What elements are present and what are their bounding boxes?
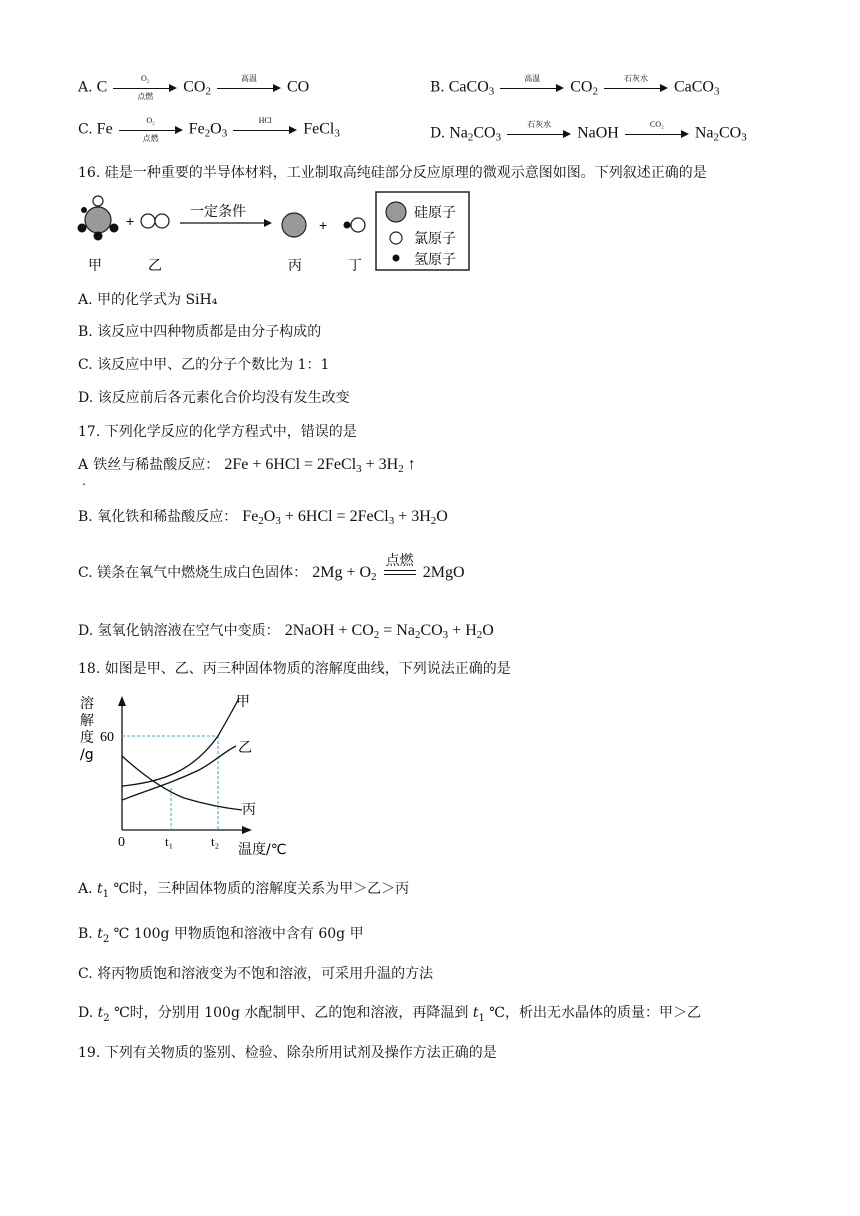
q15-option-d: D. $Na_2CO_3$ 石灰水 NaOH CO₂ $Na_2CO_3$ (430, 120, 747, 144)
molecule-bing (282, 213, 306, 237)
molecule-ding (344, 218, 366, 232)
y-tick-60: 60 (100, 730, 114, 745)
legend-h-icon (393, 255, 400, 262)
series-label-jia: 甲 (236, 694, 250, 710)
q16-option-a: A. 甲的化学式为 SiH₄ (78, 292, 218, 308)
solubility-chart (74, 690, 304, 860)
legend-cl-label: 氯原子 (414, 231, 456, 247)
q18-option-c: C. 将丙物质饱和溶液变为不饱和溶液，可采用升温的方法 (78, 966, 434, 982)
x-tick-t2: t₂ (211, 834, 220, 849)
cl-atom (141, 214, 155, 228)
series-label-bing: 丙 (242, 802, 256, 818)
condition-label: 一定条件 (190, 204, 246, 220)
y-axis-label-4: /g (80, 747, 94, 763)
q18-option-b: B. $t_2$ ℃ 100g 甲物质饱和溶液中含有 60g 甲 (78, 926, 364, 945)
legend-si-label: 硅原子 (414, 205, 456, 221)
origin-label: 0 (118, 835, 125, 850)
curve-yi (122, 746, 236, 800)
h-atom (94, 232, 103, 241)
q17-option-b: B. 氧化铁和稀盐酸反应： $Fe_2O_3 + 6HCl$ = 2FeCl$_3$ + $3H_2O$ (78, 508, 448, 527)
q17-stem: 17. 下列化学反应的化学方程式中，错误的是 (78, 424, 357, 440)
y-axis-label-1: 溶 (80, 696, 94, 712)
label-bing: 丙 (288, 258, 302, 274)
h-atom (110, 224, 119, 233)
cl-atom (93, 196, 103, 206)
plus-sign: + (126, 213, 135, 229)
q18-stem: 18. 如图是甲、乙、丙三种固体物质的溶解度曲线，下列说法正确的是 (78, 661, 511, 677)
x-tick-t1: t₁ (165, 834, 174, 849)
q16-reaction-diagram (74, 188, 474, 276)
q17-option-d: D. 氢氧化钠溶液在空气中变质： 2NaOH + $CO_2 = Na_2CO_3 + H_2O$ (78, 622, 494, 641)
legend-h-label: 氢原子 (414, 252, 456, 268)
h-atom (344, 222, 351, 229)
c-condition: 点燃 (385, 552, 414, 569)
q18-option-d: D. $t_2$ ℃时，分别用 100g 水配制甲、乙的饱和溶液，再降温到 $t_1$ ℃，析出无水晶体的质量：甲＞乙 (78, 1005, 701, 1024)
q15-option-b: B. CaCO$_3$ 高温 $CO_2$ 石灰水 CaCO$_3$ (430, 74, 720, 98)
plus-sign: + (319, 217, 328, 233)
q16-option-c: C. 该反应中甲、乙的分子个数比为 1：1 (78, 357, 330, 373)
curve-jia (122, 698, 239, 786)
q15-option-c: C. Fe O₂ 点燃 $Fe_2O_3$ HCl FeCl$_3$ (78, 116, 340, 143)
q17-option-a: A 铁丝与稀盐酸反应： 2Fe + 6HCl = 2FeCl$_3$ + $3H_2$ ↑ (78, 456, 416, 475)
cl-atom (351, 218, 365, 232)
q17-option-a-dot: . (82, 474, 86, 488)
si-atom (85, 207, 111, 233)
q16-stem: 16. 硅是一种重要的半导体材料，工业制取高纯硅部分反应原理的微观示意图如图。下列叙述正确的是 (78, 165, 707, 181)
y-axis-label-3: 度 (80, 730, 94, 746)
label-jia: 甲 (88, 258, 102, 274)
label-yi: 乙 (148, 258, 162, 274)
q18-option-a: A. $t_1$ ℃时，三种固体物质的溶解度关系为甲＞乙＞丙 (78, 881, 410, 900)
y-axis-label-2: 解 (80, 713, 94, 729)
x-axis-label: 温度/℃ (238, 842, 287, 858)
q15-option-a: A. C O₂ 点燃 $CO_2$ 高温 CO (78, 74, 310, 101)
molecule-jia (78, 196, 119, 241)
legend-cl-icon (390, 232, 402, 244)
q16-option-d: D. 该反应前后各元素化合价均没有发生改变 (78, 390, 350, 406)
h-atom (81, 207, 87, 213)
cl-atom (155, 214, 169, 228)
legend-si-icon (386, 202, 406, 222)
q17-option-c: C. 镁条在氧气中燃烧生成白色固体： $2Mg + O_2$ 点燃 2MgO (78, 562, 465, 583)
series-label-yi: 乙 (238, 740, 252, 756)
label-ding: 丁 (348, 258, 362, 274)
q16-option-b: B. 该反应中四种物质都是由分子构成的 (78, 324, 322, 340)
molecule-yi (141, 214, 169, 228)
h-atom (78, 224, 87, 233)
q19-stem: 19. 下列有关物质的鉴别、检验、除杂所用试剂及操作方法正确的是 (78, 1045, 497, 1061)
